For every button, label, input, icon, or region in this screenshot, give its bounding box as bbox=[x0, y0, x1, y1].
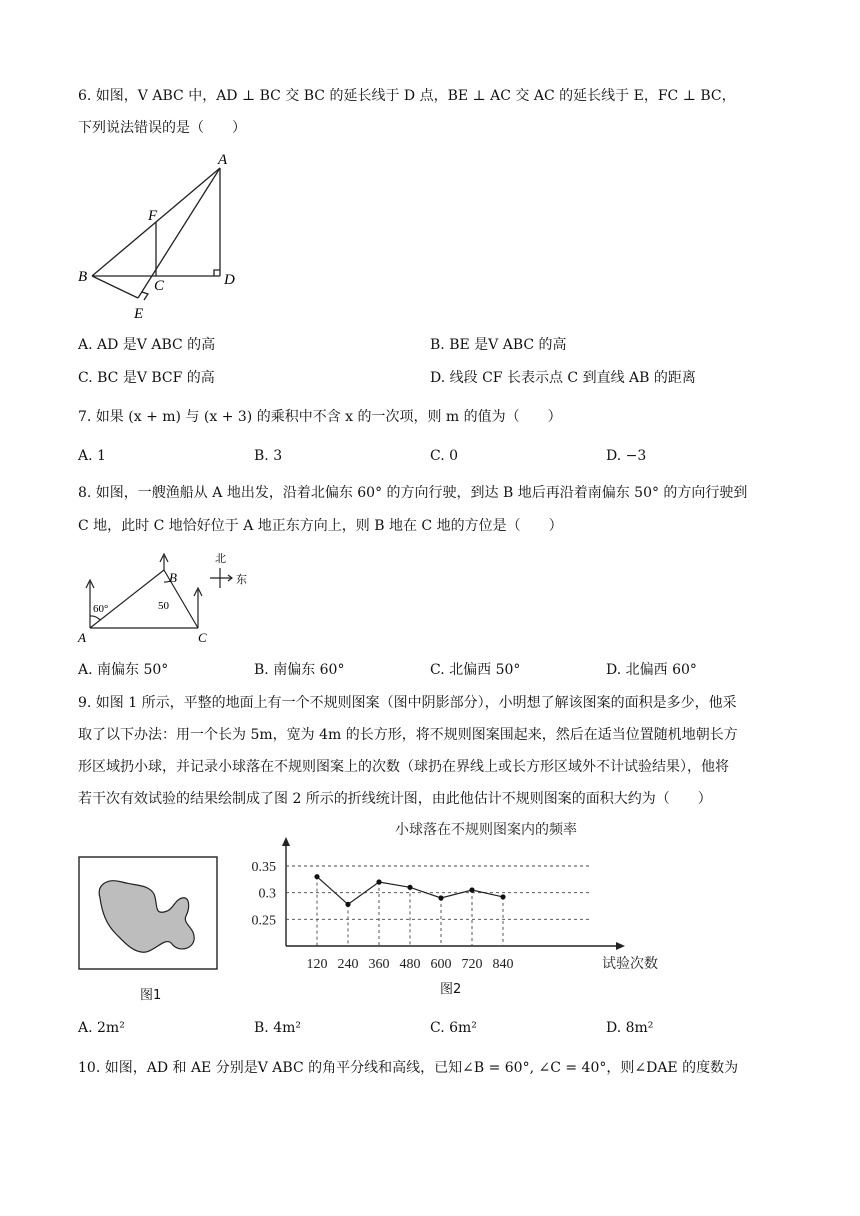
x-tick-label: 600 bbox=[430, 957, 452, 972]
q9-option-d[interactable]: D. 8m² bbox=[606, 1020, 654, 1036]
data-point bbox=[314, 874, 319, 879]
label-A: A bbox=[78, 630, 86, 645]
q6-stem-line2: 下列说法错误的是（ ） bbox=[78, 120, 246, 136]
y-tick-label: 0.3 bbox=[258, 886, 276, 902]
q9-stem-line2: 取了以下办法：用一个长为 5m，宽为 4m 的长方形，将不规则图案围起来，然后在适当位置随机地朝长方 bbox=[78, 727, 738, 743]
angle-60-label: 60° bbox=[93, 603, 109, 615]
q8-option-d[interactable]: D. 北偏西 60° bbox=[606, 662, 697, 678]
q7-option-a[interactable]: A. 1 bbox=[78, 448, 106, 464]
q10-stem: 10. 如图，AD 和 AE 分别是V ABC 的角平分线和高线，已知∠B = 60°, ∠C = 40°，则∠DAE 的度数为 bbox=[78, 1060, 739, 1076]
y-tick-label: 0.25 bbox=[251, 913, 276, 929]
q9-stem-line3: 形区域扔小球，并记录小球落在不规则图案上的次数（球扔在界线上或长方形区域外不计试验结果），他将 bbox=[78, 759, 729, 775]
label-B: B bbox=[169, 570, 177, 585]
north-label: 北 bbox=[215, 552, 226, 565]
x-tick-label: 240 bbox=[337, 957, 359, 972]
x-tick-label: 480 bbox=[399, 957, 421, 972]
label-D: D bbox=[224, 272, 235, 288]
label-B: B bbox=[78, 269, 88, 285]
data-point bbox=[345, 902, 350, 907]
label-C: C bbox=[198, 630, 207, 645]
data-point bbox=[407, 885, 412, 890]
x-axis-label: 试验次数 bbox=[602, 957, 658, 972]
q8-option-c[interactable]: C. 北偏西 50° bbox=[430, 662, 521, 678]
x-axis-arrow bbox=[616, 942, 625, 950]
q7-option-d[interactable]: D. −3 bbox=[606, 448, 647, 464]
q7-option-b[interactable]: B. 3 bbox=[254, 448, 283, 464]
q8-figure bbox=[74, 546, 274, 646]
label-F: F bbox=[148, 208, 158, 224]
q7-option-c[interactable]: C. 0 bbox=[430, 448, 459, 464]
x-tick-label: 720 bbox=[461, 957, 483, 972]
q6-figure bbox=[72, 148, 252, 328]
x-tick-label: 360 bbox=[368, 957, 390, 972]
q6-option-b[interactable]: B. BE 是V ABC 的高 bbox=[430, 337, 567, 353]
label-A: A bbox=[218, 152, 228, 168]
angle-50-label: 50 bbox=[158, 600, 169, 612]
data-point bbox=[500, 894, 505, 899]
q6-option-c[interactable]: C. BC 是V BCF 的高 bbox=[78, 370, 215, 386]
q8-stem-line2: C 地，此时 C 地恰好位于 A 地正东方向上，则 B 地在 C 地的方位是（ ） bbox=[78, 518, 563, 534]
q6-option-a[interactable]: A. AD 是V ABC 的高 bbox=[78, 337, 216, 353]
q7-stem: 7. 如果 (x + m) 与 (x + 3) 的乘积中不含 x 的一次项，则 m 的值为（ ） bbox=[78, 409, 562, 425]
q6-stem-line1: 6. 如图，V ABC 中，AD ⊥ BC 交 BC 的延长线于 D 点，BE ⊥ AC 交 AC 的延长线于 E，FC ⊥ BC， bbox=[78, 88, 736, 104]
q8-stem-line1: 8. 如图，一艘渔船从 A 地出发，沿着北偏东 60° 的方向行驶，到达 B 地后再沿着南偏东 50° 的方向行驶到 bbox=[78, 485, 748, 501]
x-tick-label: 840 bbox=[492, 957, 514, 972]
y-tick-label: 0.35 bbox=[251, 860, 276, 875]
q6-option-d[interactable]: D. 线段 CF 长表示点 C 到直线 AB 的距离 bbox=[430, 370, 696, 386]
q9-stem-line1: 9. 如图 1 所示，平整的地面上有一个不规则图案（图中阴影部分），小明想了解该图案的面积是多少，他采 bbox=[78, 695, 737, 711]
data-point bbox=[438, 895, 443, 900]
chart-title: 小球落在不规则图案内的频率 bbox=[395, 823, 577, 838]
data-point bbox=[376, 879, 381, 884]
q9-line-chart bbox=[236, 818, 676, 998]
q9-fig1-caption: 图1 bbox=[140, 988, 162, 1003]
east-label: 东 bbox=[236, 573, 247, 586]
x-tick-label: 120 bbox=[306, 957, 328, 972]
q9-stem-line4: 若干次有效试验的结果绘制成了图 2 所示的折线统计图，由此他估计不规则图案的面积大约为（ ） bbox=[78, 791, 712, 807]
label-E: E bbox=[134, 306, 144, 322]
q9-option-c[interactable]: C. 6m² bbox=[430, 1020, 477, 1036]
q8-option-b[interactable]: B. 南偏东 60° bbox=[254, 662, 345, 678]
q9-fig2-caption: 图2 bbox=[440, 982, 462, 997]
y-axis-arrow bbox=[282, 837, 290, 846]
q9-figure1 bbox=[78, 856, 220, 974]
q9-option-a[interactable]: A. 2m² bbox=[78, 1020, 125, 1036]
data-point bbox=[469, 887, 474, 892]
q9-option-b[interactable]: B. 4m² bbox=[254, 1020, 301, 1036]
q8-option-a[interactable]: A. 南偏东 50° bbox=[78, 662, 169, 678]
label-C: C bbox=[154, 278, 165, 294]
